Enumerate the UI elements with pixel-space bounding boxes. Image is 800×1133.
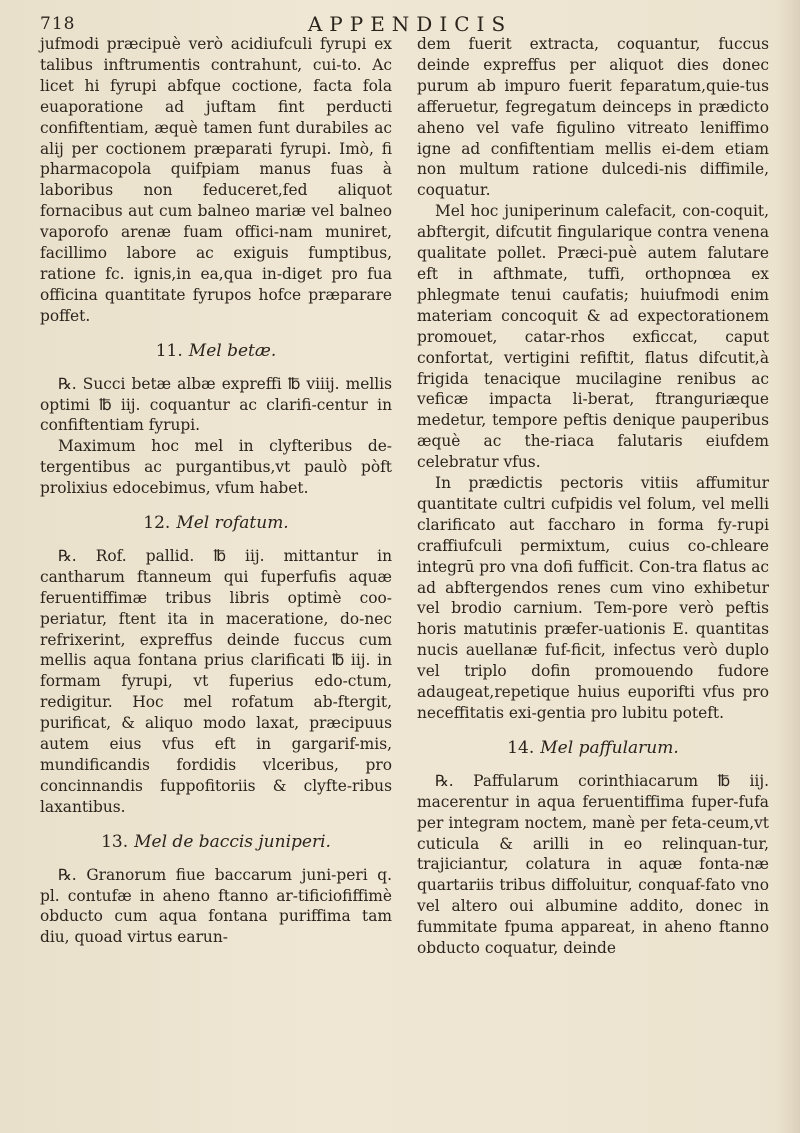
paragraph: Mel hoc juniperinum calefacit, con-coquit, abftergit, difcutit fingularique contra venena qualitate pollet. Præci-puè autem falutare eft in afthmate, tuffi, orthopnœa ex phlegmate tenui caufatis; huiufmodi enim materiam concoquit & ad expectorationem promouet, catar-rhos exficcat, caput confortat, vertigini refiftit, flatus difcutit,à frigida tenacique mucilagine renibus ac veficæ impacta li-berat, ftranguriæque medetur, tempore peftis denique pauperibus æquè ac the-riaca falutaris eiufdem celebratur vfus. <box>417 202 769 472</box>
paragraph: dem fuerit extracta, coquantur, fuccus deinde expreffus per aliquot dies donec purum ab impuro fuerit feparatum,quie-tus afferuetur, fegregatum deinceps in prædicto aheno vel vafe figulino vitreato leniffimo igne ad confiftentiam mellis ei-dem etiam non multum ratione dulcedi-nis diffimile, coquatur. <box>417 35 769 200</box>
paragraph: ℞. Paffularum corinthiacarum ℔ iij. macerentur in aqua feruentiffima fuper-fufa per integram noctem, manè per feta-ceum,vt cuticula & arilli in eo relinquan-tur, trajiciantur, colatura in aquæ fonta-næ quartariis tribus diffoluitur, conquaf-fato vno vel altero oui albumine addito, donec in fummitate fpuma appareat, in aheno ftanno obducto coquatur, deinde <box>417 771 769 958</box>
section-title: Mel de baccis juniperi. <box>134 831 331 852</box>
section-heading <box>417 738 769 759</box>
section-heading <box>40 513 392 534</box>
paragraph: ℞. Rof. pallid. ℔ iij. mittantur in cantharum ftanneum qui fuperfufis aquæ feruentiffimæ tribus libris optimè coo-periatur, ftent ita in maceratione, do-nec refrixerint, expreffus deinde fuccus cum mellis aqua fontana prius clarificati ℔ iij. in formam fyrupi, vt fuperius edo-ctum, redigitur. Hoc mel rofatum ab-ftergit, purificat, & aliquo modo laxat, præcipuus autem eius vfus eft in gargarif-mis, mundificandis fordidis vlceribus, pro concinnandis fuppofitoriis & clyfte-ribus laxantibus. <box>40 546 392 816</box>
paragraph: Maximum hoc mel in clyfteribus de-tergentibus ac purgantibus,vt paulò pòft prolixius edocebimus, vfum habet. <box>40 437 392 498</box>
page-number: 718 <box>40 14 76 34</box>
paragraph: ℞. Succi betæ albæ expreffi ℔ viiij. mellis optimi ℔ iij. coquantur ac clarifi-centur in confiftentiam fyrupi. <box>40 374 392 435</box>
section-number: 12. <box>143 513 171 534</box>
paragraph: ℞. Granorum fiue baccarum juni-peri q. pl. contufæ in aheno ftanno ar-tificiofiffimè obducto cum aqua fontana puriffima tam diu, quoad virtus earun- <box>40 865 392 947</box>
section-number: 14. <box>507 737 535 758</box>
section-number: 11. <box>155 340 183 361</box>
paragraph: jufmodi præcipuè verò acidiufculi fyrupi ex talibus inftrumentis contrahunt, cui-to. Ac licet hi fyrupi abfque coctione, facta fola euaporatione ad juftam fint perducti confiftentiam, æquè tamen funt durabiles ac alij per coctionem præparati fyrupi. Imò, fi pharmacopola quifpiam manus fuas à laboribus non feduceret,fed aliquot fornacibus aut cum balneo mariæ vel balneo vaporofo arenæ fuam offici-nam muniret, facillimo labore ac exiguis fumptibus, ratione fc. ignis,in ea,qua in-diget pro fua officina quantitate fyrupos hofce præparare poffet. <box>40 35 392 325</box>
paragraph: In prædictis pectoris vitiis affumitur quantitate cultri cufpidis vel folum, vel melli clarificato aut faccharo in forma fy-rupi craffiufculi permixtum, cuius co-chleare integrū pro vna dofi fufficit. Con-tra flatus ac ad abftergendos renes cum vino exhibetur vel brodio carnium. Tem-pore verò peftis horis matutinis præfer-uationis E. quantitas nucis auellanæ fuf-ficit, infectus verò duplo vel triplo dofin promouendo fudore adaugeat,repetique huius euporifti vfus pro neceffitatis exi-gentia pro lubitu poteft. <box>417 474 769 722</box>
page-edge-shadow <box>776 0 800 1133</box>
running-title: APPENDICIS <box>307 12 513 36</box>
section-heading <box>40 341 392 362</box>
section-number: 13. <box>101 831 129 852</box>
section-title: Mel betæ. <box>188 340 277 361</box>
left-column <box>40 34 392 948</box>
right-column <box>417 34 769 959</box>
section-heading <box>40 832 392 853</box>
section-title: Mel paffularum. <box>540 737 679 758</box>
section-title: Mel rofatum. <box>176 513 289 534</box>
